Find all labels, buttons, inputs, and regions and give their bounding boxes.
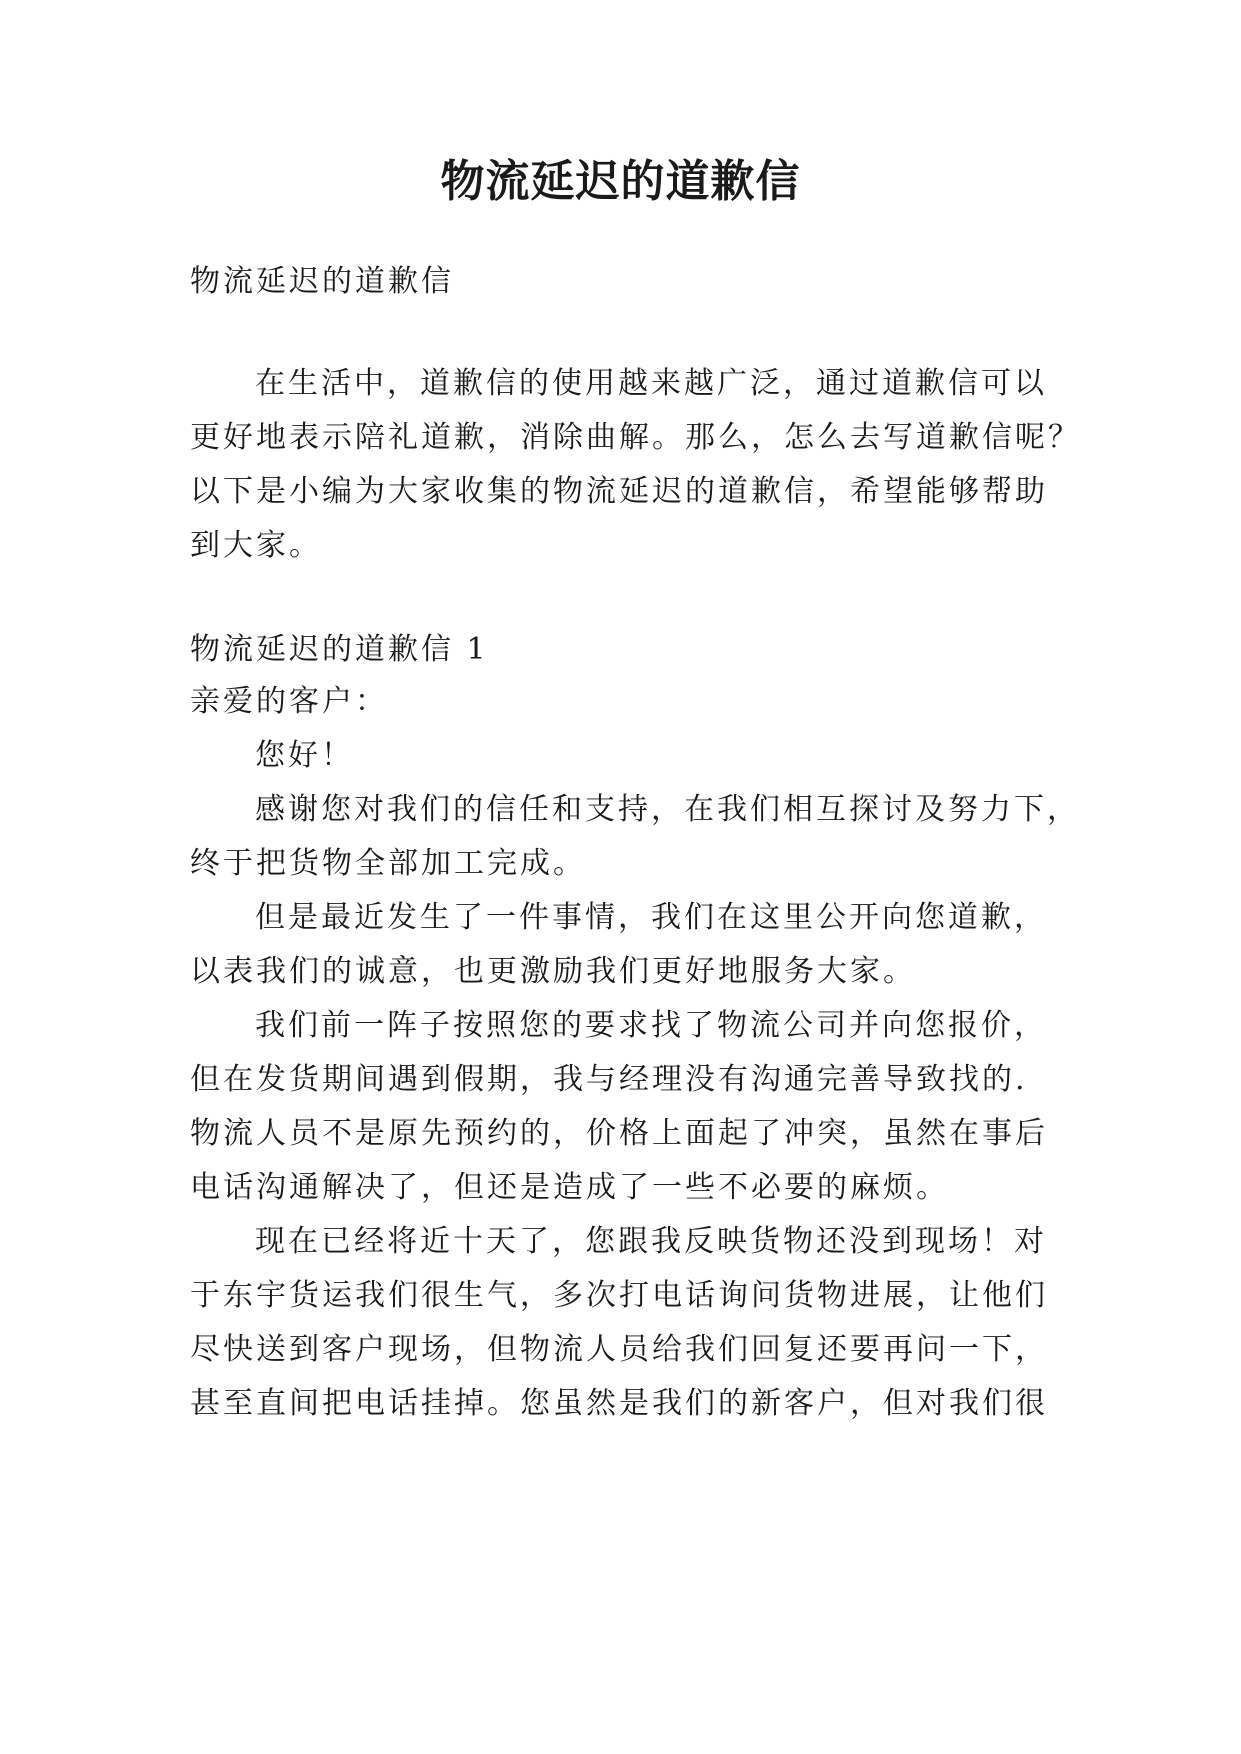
paragraph-line: 电话沟通解决了，但还是造成了一些不必要的麻烦。 [190,1170,949,1205]
letter-heading: 物流延迟的道歉信 1 [190,632,489,667]
paragraph-line: 但在发货期间遇到假期，我与经理没有沟通完善导致找的. [190,1062,1028,1097]
intro-line: 更好地表示陪礼道歉，消除曲解。那么，怎么去写道歉信呢？ [190,420,1081,455]
paragraph-line: 甚至直间把电话挂掉。您虽然是我们的新客户，但对我们很 [190,1386,1048,1421]
paragraph-line: 感谢您对我们的信任和支持，在我们相互探讨及努力下， [255,792,1080,827]
paragraph-line: 于东宇货运我们很生气，多次打电话询问货物进展，让他们 [190,1278,1048,1313]
greeting: 您好！ [255,738,354,773]
intro-line: 在生活中，道歉信的使用越来越广泛，通过道歉信可以 [255,366,1047,401]
intro-line: 到大家。 [190,528,322,563]
paragraph-line: 我们前一阵子按照您的要求找了物流公司并向您报价， [255,1008,1047,1043]
salutation: 亲爱的客户： [190,684,388,719]
document-title: 物流延迟的道歉信 [440,156,801,207]
document-subtitle: 物流延迟的道歉信 [190,264,454,299]
paragraph-line: 现在已经将近十天了，您跟我反映货物还没到现场！对 [255,1224,1047,1259]
paragraph-line: 物流人员不是原先预约的，价格上面起了冲突，虽然在事后 [190,1116,1048,1151]
paragraph-line: 终于把货物全部加工完成。 [190,846,586,881]
paragraph-line: 以表我们的诚意，也更激励我们更好地服务大家。 [190,954,916,989]
paragraph-line: 尽快送到客户现场，但物流人员给我们回复还要再问一下， [190,1332,1048,1367]
paragraph-line: 但是最近发生了一件事情，我们在这里公开向您道歉， [255,900,1047,935]
intro-line: 以下是小编为大家收集的物流延迟的道歉信，希望能够帮助 [190,474,1048,509]
